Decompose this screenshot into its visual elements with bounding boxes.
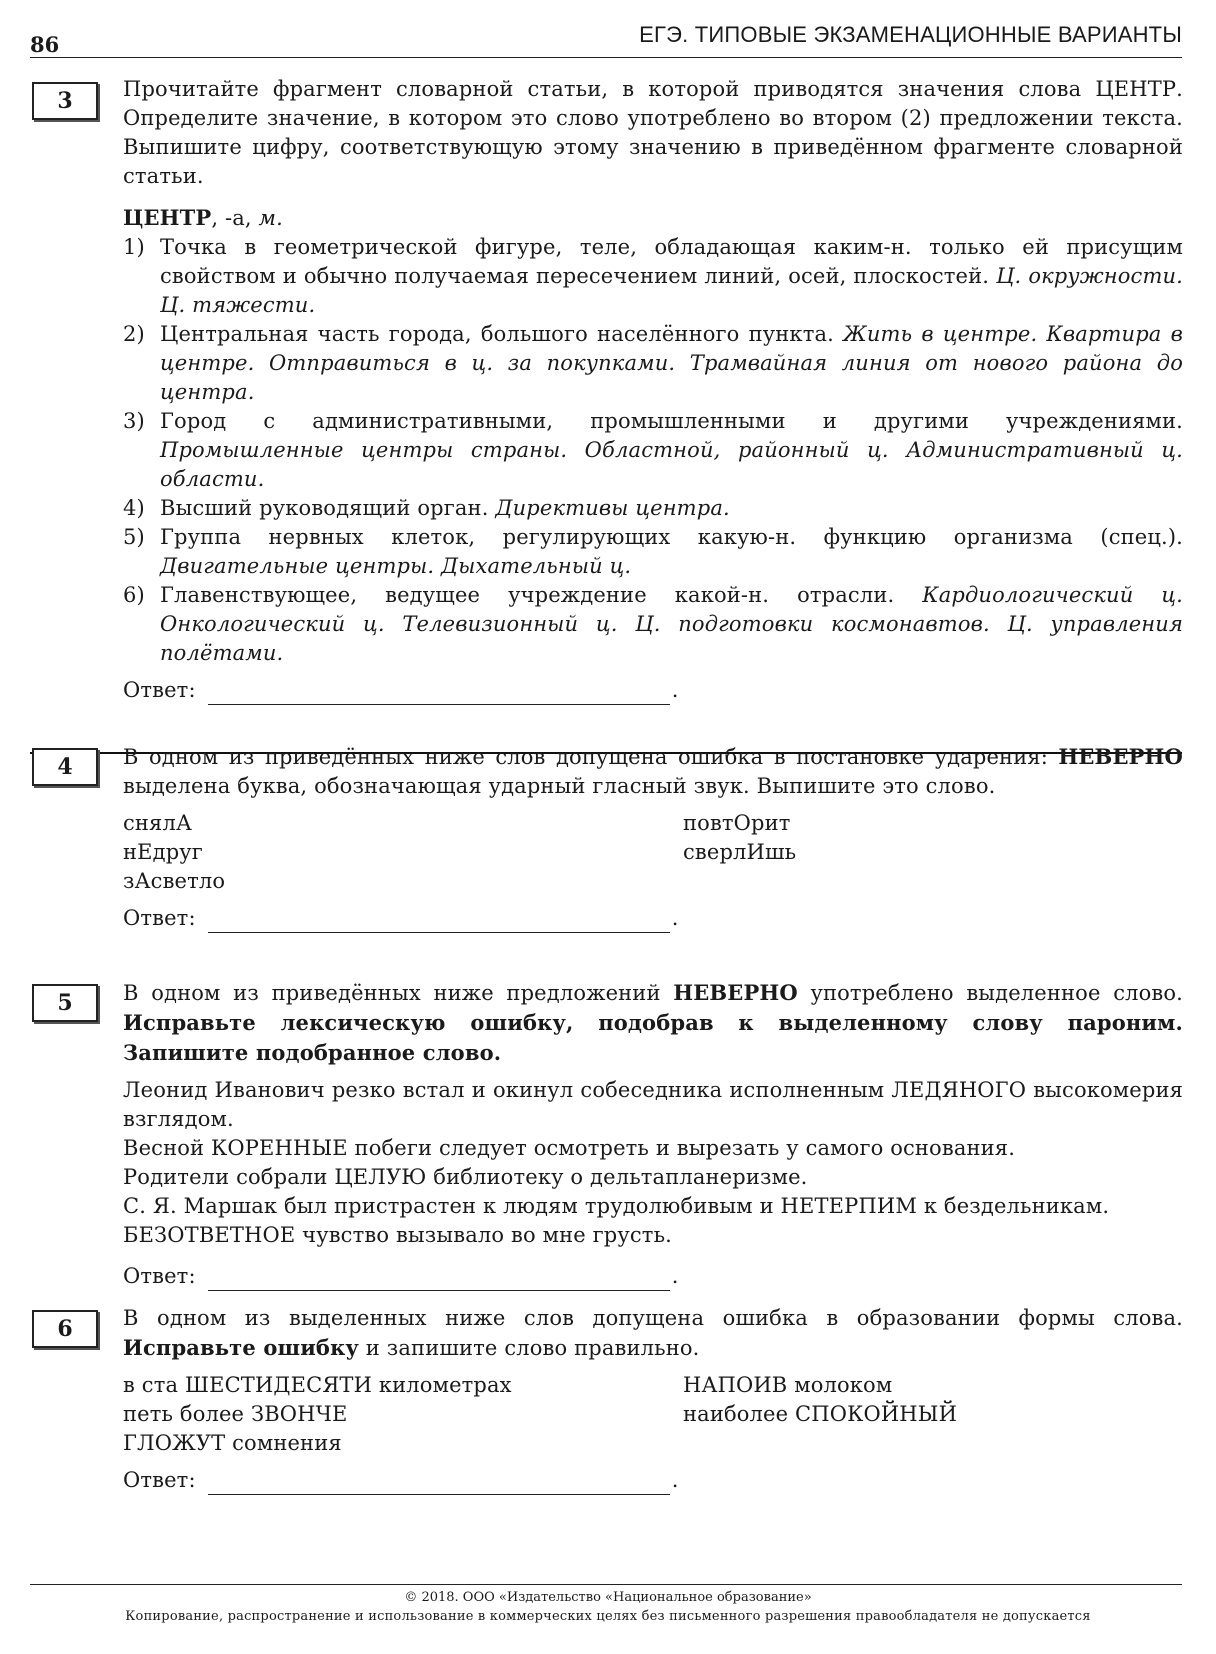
definition-item xyxy=(123,523,1183,581)
headword-gender: м. xyxy=(258,206,283,230)
definition-example: Двигательные центры. Дыхательный ц. xyxy=(160,554,632,578)
footer-notice: Копирование, распространение и использование в коммерческих целях без письменного разрешения правообладателя не допускается xyxy=(125,1609,1091,1624)
definition-text: Группа нервных клеток, регулирующих какую-н. функцию организма (спец.). xyxy=(160,525,1183,549)
task-number-box: 3 xyxy=(32,82,98,120)
task-number-box: 6 xyxy=(32,1310,98,1348)
word-form-option: в ста ШЕСТИДЕСЯТИ километрах xyxy=(123,1373,512,1397)
headword: ЦЕНТР xyxy=(123,205,212,230)
task-number-box: 4 xyxy=(32,748,98,786)
definition-example: Жить в центре. Квартира в центре. Отправиться в ц. за покупками. Трамвайная линия от нового района до центра. xyxy=(160,322,1183,404)
dictionary-headword-line xyxy=(123,203,1183,233)
definitions-list xyxy=(123,233,1183,668)
answer-label: Ответ: xyxy=(123,1468,196,1492)
word-option: снялА xyxy=(123,811,192,835)
definition-number: 4) xyxy=(123,496,145,520)
definition-number: 2) xyxy=(123,322,145,346)
answer-line[interactable] xyxy=(208,1472,670,1495)
definition-number: 3) xyxy=(123,409,145,433)
task-instruction: В одном из приведённых ниже предложений НЕВЕРНО употреблено выделенное слово. Исправьте лексическую ошибку, подобрав к выделенному слову пароним. Запишите подобранное слово. xyxy=(123,980,1183,1065)
headword-grammar: , -а, xyxy=(211,206,259,230)
word-option: сверлИшь xyxy=(683,840,797,864)
word-form-option: петь более ЗВОНЧЕ xyxy=(123,1402,348,1426)
definition-number: 1) xyxy=(123,235,145,259)
definition-example: Промышленные центры страны. Областной, районный ц. Административный ц. области. xyxy=(160,438,1183,491)
answer-label: Ответ: xyxy=(123,678,196,702)
sentence-option: Весной КОРЕННЫЕ побеги следует осмотреть и вырезать у самого основания. xyxy=(123,1136,1016,1160)
running-title: ЕГЭ. ТИПОВЫЕ ЭКЗАМЕНАЦИОННЫЕ ВАРИАНТЫ xyxy=(639,22,1182,47)
task-instruction: Прочитайте фрагмент словарной статьи, в которой приводятся значения слова ЦЕНТР. Определите значение, в котором это слово употреблено во втором (2) предложении текста. Выпишите цифру, соответствующую этому значению в приведённом фрагменте словарной статьи. xyxy=(123,77,1183,188)
definition-text: Город с административными, промышленными и другими учреждениями. xyxy=(160,409,1183,433)
definition-text: Высший руководящий орган. xyxy=(160,496,489,520)
sentence-option: БЕЗОТВЕТНОЕ чувство вызывало во мне грусть. xyxy=(123,1223,672,1247)
sentence-option: С. Я. Маршак был пристрастен к людям трудолюбивым и НЕТЕРПИМ к бездельникам. xyxy=(123,1194,1110,1218)
sentence-option: Родители собрали ЦЕЛУЮ библиотеку о дельтапланеризме. xyxy=(123,1165,808,1189)
definition-number: 6) xyxy=(123,583,145,607)
definition-example: Ц. окружности. Ц. тяжести. xyxy=(160,264,1184,317)
task-body xyxy=(123,1304,1183,1495)
page-number: 86 xyxy=(30,32,60,57)
word-options xyxy=(123,809,1183,896)
answer-row: Ответ: . xyxy=(123,1262,1183,1291)
definition-item xyxy=(123,494,1183,523)
task-number-box: 5 xyxy=(32,984,98,1022)
task-instruction: В одном из выделенных ниже слов допущена ошибка в образовании формы слова. Исправьте ошибку и запишите слово правильно. xyxy=(123,1306,1183,1360)
word-form-options xyxy=(123,1371,1183,1458)
definition-text: Точка в геометрической фигуре, теле, обладающая каким-н. только ей присущим свойством и обычно получаемая пересечением линий, осей, плоскостей. xyxy=(160,235,1183,288)
definition-item xyxy=(123,320,1183,407)
task-body xyxy=(123,742,1183,933)
footer-copyright: © 2018. ООО «Издательство «Национальное образование» xyxy=(404,1590,812,1605)
word-option: повтОрит xyxy=(683,811,791,835)
answer-row: Ответ: . xyxy=(123,676,1183,705)
definition-text: Центральная часть города, большого населённого пункта. xyxy=(160,322,834,346)
task-instruction: В одном из приведённых ниже слов допущена ошибка в постановке ударения: НЕВЕРНО выделена буква, обозначающая ударный гласный звук. Выпишите это слово. xyxy=(123,744,1183,798)
definition-item xyxy=(123,233,1183,320)
definition-example: Директивы центра. xyxy=(495,496,730,520)
answer-label: Ответ: xyxy=(123,906,196,930)
word-form-option: НАПОИВ молоком xyxy=(683,1373,893,1397)
answer-label: Ответ: xyxy=(123,1264,196,1288)
answer-line[interactable] xyxy=(208,682,670,705)
definition-item xyxy=(123,581,1183,668)
definition-item xyxy=(123,407,1183,494)
sentence-option: Леонид Иванович резко встал и окинул собеседника исполненным ЛЕДЯНОГО высокомерия взглядом. xyxy=(123,1078,1183,1131)
answer-row: Ответ: . xyxy=(123,904,1183,933)
task-body xyxy=(123,978,1183,1291)
task-body xyxy=(123,75,1183,705)
answer-row: Ответ: . xyxy=(123,1466,1183,1495)
definition-example: Кардиологический ц. Онкологический ц. Телевизионный ц. Ц. подготовки космонавтов. Ц. управления полётами. xyxy=(160,583,1183,665)
definition-number: 5) xyxy=(123,525,145,549)
word-option: нЕдруг xyxy=(123,840,203,864)
footer-rule xyxy=(30,1584,1182,1585)
definition-text: Главенствующее, ведущее учреждение какой-н. отрасли. xyxy=(160,583,895,607)
word-form-option: ГЛОЖУТ сомнения xyxy=(123,1431,342,1455)
answer-line[interactable] xyxy=(208,910,670,933)
header-rule xyxy=(30,57,1182,58)
answer-line[interactable] xyxy=(208,1268,670,1291)
word-form-option: наиболее СПОКОЙНЫЙ xyxy=(683,1402,958,1426)
word-option: зАсветло xyxy=(123,869,226,893)
